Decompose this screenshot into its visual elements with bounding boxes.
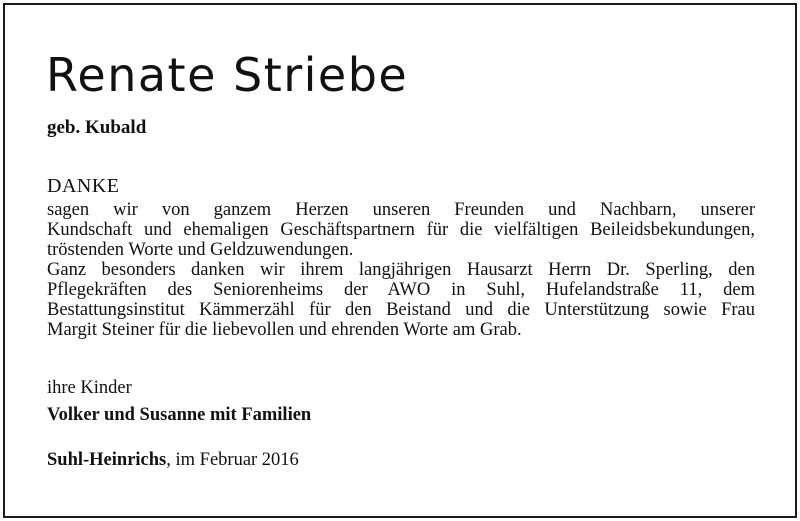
thanks-text-line: Margit Steiner für die liebevollen und ehrenden Worte am Grab. xyxy=(47,320,522,340)
thanks-text-line: sagen wir von ganzem Herzen unseren Freunden und Nachbarn, unserer xyxy=(47,200,755,220)
children-label: ihre Kinder xyxy=(47,378,132,398)
thanks-text-line: Kundschaft und ehemaligen Geschäftspartnern für die vielfältigen Beileidsbekundungen, xyxy=(47,220,755,240)
thanks-heading: DANKE xyxy=(47,175,120,197)
date-text: , im Februar 2016 xyxy=(166,450,299,470)
thanks-text xyxy=(47,200,755,340)
thanks-text-line: tröstenden Worte und Geldzuwendungen. xyxy=(47,240,354,260)
thanks-text-line: Pflegekräften des Seniorenheims der AWO in Suhl, Hufelandstraße 11, dem xyxy=(47,280,755,300)
thanks-text-line: Bestattungsinstitut Kämmerzähl für den Beistand und die Unterstützung sowie Frau xyxy=(47,300,755,320)
deceased-name: Renate Striebe xyxy=(46,48,409,102)
place-date-line xyxy=(47,450,299,471)
children-names: Volker und Susanne mit Familien xyxy=(47,405,312,425)
thanks-text-line: Ganz besonders danken wir ihrem langjährigen Hausarzt Herrn Dr. Sperling, den xyxy=(47,260,755,280)
place-name: Suhl-Heinrichs xyxy=(47,450,167,470)
birth-name: geb. Kubald xyxy=(47,117,147,138)
